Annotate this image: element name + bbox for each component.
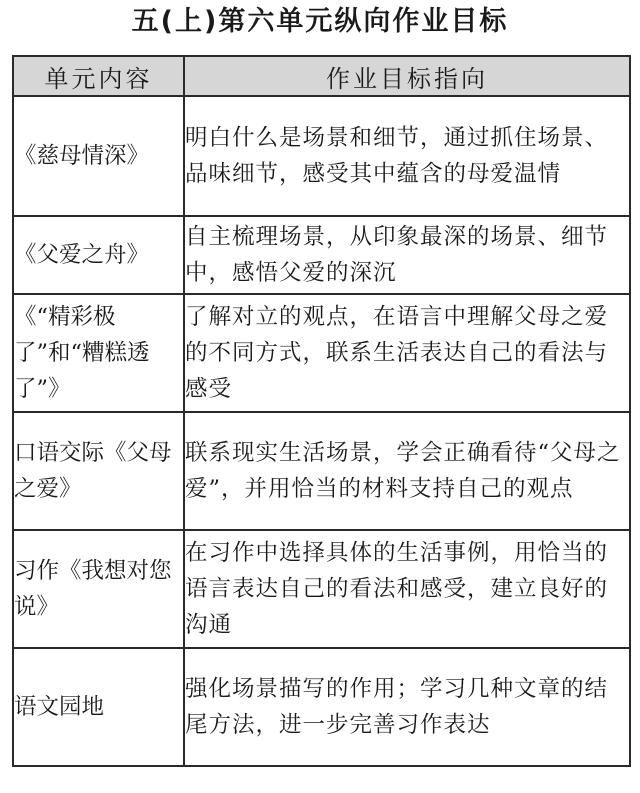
goal-cell: 在习作中选择具体的生活事例，用恰当的语言表达自己的看法和感受，建立良好的沟通 bbox=[184, 530, 630, 648]
header-unit-content: 单元内容 bbox=[13, 56, 184, 96]
table-row bbox=[13, 96, 630, 216]
goal-cell: 强化场景描写的作用；学习几种文章的结尾方法，进一步完善习作表达 bbox=[184, 648, 630, 766]
page-title: 五(上)第六单元纵向作业目标 bbox=[131, 6, 509, 37]
table-header-row bbox=[13, 56, 630, 96]
goal-cell: 了解对立的观点，在语言中理解父母之爱的不同方式，联系生活表达自己的看法与感受 bbox=[184, 294, 630, 412]
unit-content-cell: 语文园地 bbox=[13, 648, 184, 766]
unit-content-cell: 《父爱之舟》 bbox=[13, 216, 184, 294]
table-row bbox=[13, 294, 630, 412]
table-row bbox=[13, 530, 630, 648]
unit-content-cell: 《“精彩极了”和“糟糕透了”》 bbox=[13, 294, 184, 412]
goal-cell: 联系现实生活场景，学会正确看待“父母之爱”，并用恰当的材料支持自己的观点 bbox=[184, 412, 630, 530]
unit-content-cell: 《慈母情深》 bbox=[13, 96, 184, 216]
table-row bbox=[13, 216, 630, 294]
table-row bbox=[13, 412, 630, 530]
goal-cell: 明白什么是场景和细节，通过抓住场景、品味细节，感受其中蕴含的母爱温情 bbox=[184, 96, 630, 216]
unit-content-cell: 口语交际《父母之爱》 bbox=[13, 412, 184, 530]
unit-content-cell: 习作《我想对您说》 bbox=[13, 530, 184, 648]
header-goal-direction: 作业目标指向 bbox=[184, 56, 630, 96]
unit-goals-table bbox=[12, 55, 631, 767]
table-row bbox=[13, 648, 630, 766]
goal-cell: 自主梳理场景，从印象最深的场景、细节中，感悟父爱的深沉 bbox=[184, 216, 630, 294]
